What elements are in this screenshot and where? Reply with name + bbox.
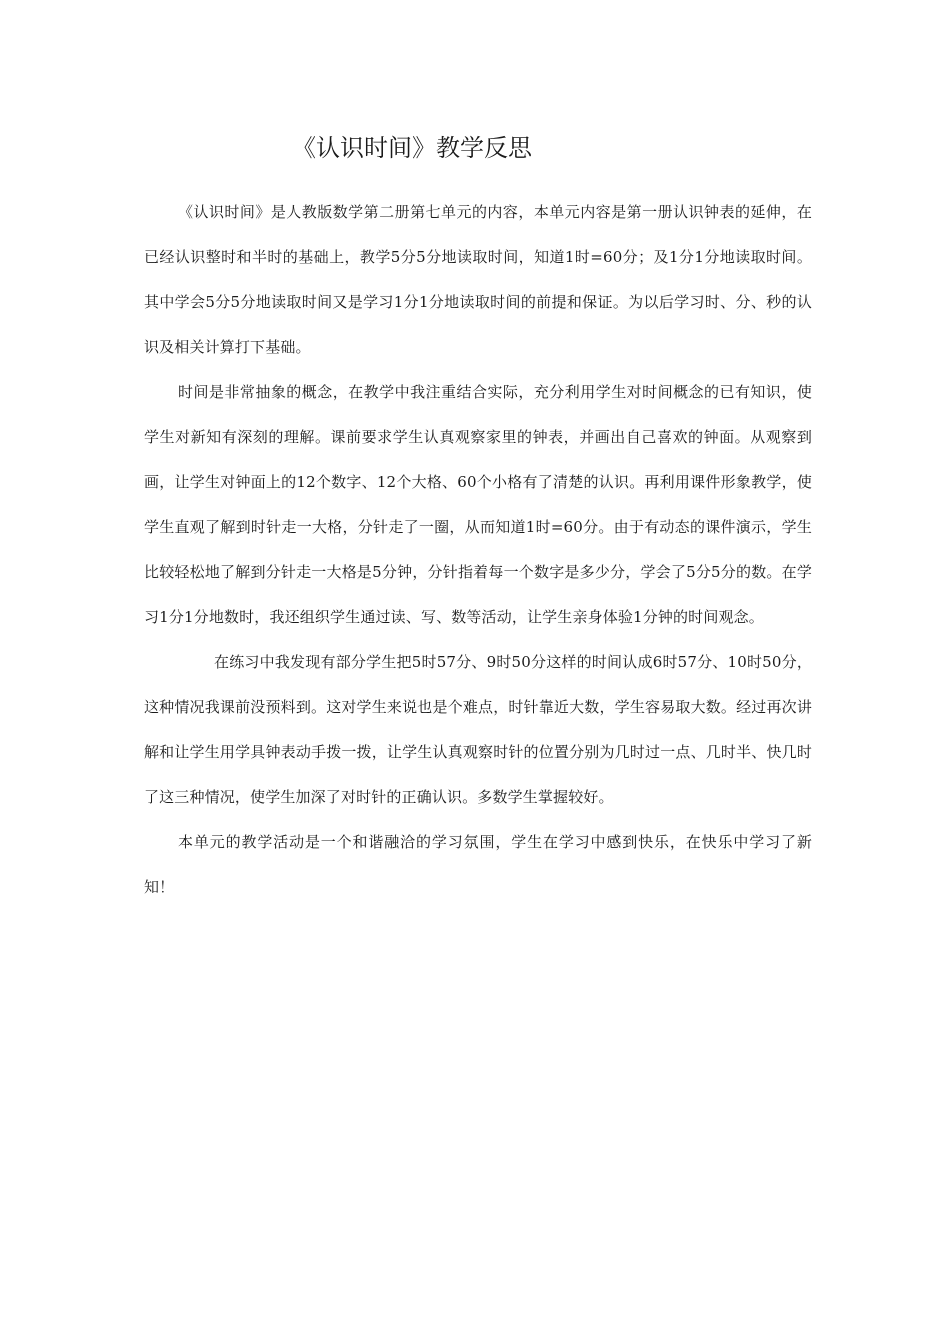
- document-body: [144, 190, 812, 910]
- paragraph-intro: 《认识时间》是人教版数学第二册第七单元的内容，本单元内容是第一册认识钟表的延伸，在已经认识整时和半时的基础上，教学5分5分地读取时间，知道1时=60分；及1分1分地读取时间。其中学会5分5分地读取时间又是学习1分1分地读取时间的前提和保证。为以后学习时、分、秒的认识及相关计算打下基础。: [144, 203, 812, 356]
- paragraph-teaching-method: 时间是非常抽象的概念，在教学中我注重结合实际，充分利用学生对时间概念的已有知识，使学生对新知有深刻的理解。课前要求学生认真观察家里的钟表，并画出自己喜欢的钟面。从观察到画，让学生对钟面上的12个数字、12个大格、60个小格有了清楚的认识。再利用课件形象教学，使学生直观了解到时针走一大格，分针走了一圈，从而知道1时=60分。由于有动态的课件演示，学生比较轻松地了解到分针走一大格是5分钟，分针指着每一个数字是多少分，学会了5分5分的数。在学习1分1分地数时，我还组织学生通过读、写、数等活动，让学生亲身体验1分钟的时间观念。: [144, 383, 812, 626]
- paragraph-practice-reflection: 在练习中我发现有部分学生把5时57分、9时50分这样的时间认成6时57分、10时50分，这种情况我课前没预料到。这对学生来说也是个难点，时针靠近大数，学生容易取大数。经过再次讲解和让学生用学具钟表动手拨一拨，让学生认真观察时针的位置分别为几时过一点、几时半、快几时了这三种情况，使学生加深了对时针的正确认识。多数学生掌握较好。: [144, 653, 812, 806]
- paragraph-conclusion: 本单元的教学活动是一个和谐融洽的学习氛围，学生在学习中感到快乐，在快乐中学习了新知！: [144, 833, 812, 896]
- document-title: 《认识时间》教学反思: [292, 134, 532, 162]
